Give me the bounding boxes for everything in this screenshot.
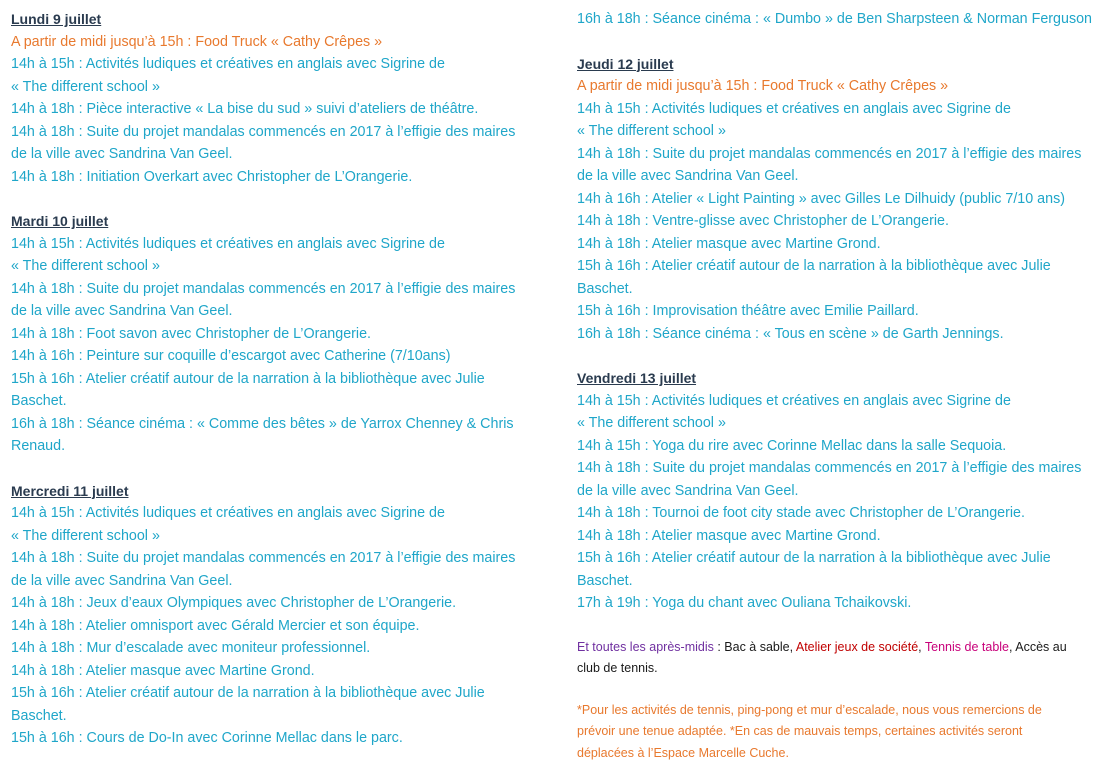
wednesday-continued bbox=[577, 8, 1102, 31]
footnote-line: *Pour les activités de tennis, ping-pong et mur d’escalade, nous vous remercions de bbox=[577, 702, 1042, 717]
day-thursday bbox=[577, 53, 1102, 346]
day-title: Jeudi 12 juillet bbox=[577, 55, 674, 72]
activity-line: 14h à 18h : Foot savon avec Christopher de L’Orangerie. bbox=[11, 325, 372, 342]
activity-line: de la ville avec Sandrina Van Geel. bbox=[577, 482, 799, 499]
activity-line: 17h à 19h : Yoga du chant avec Ouliana Tchaikovski. bbox=[577, 595, 912, 611]
activity-line: 16h à 18h : Séance cinéma : « Comme des bêtes » de Yarrox Chenney & Chris bbox=[11, 415, 514, 432]
activity-line: 14h à 18h : Suite du projet mandalas commencés en 2017 à l’effigie des maires bbox=[577, 460, 1082, 476]
afternoons-note bbox=[577, 637, 1102, 680]
food-truck-line: A partir de midi jusqu’à 15h : Food Truck « Cathy Crêpes » bbox=[11, 33, 383, 50]
afternoon-item-tennis-club: Accès au bbox=[1015, 639, 1067, 654]
day-title: Vendredi 13 juillet bbox=[577, 370, 697, 386]
activity-line: de la ville avec Sandrina Van Geel. bbox=[11, 303, 233, 319]
activity-line: « The different school » bbox=[11, 527, 160, 544]
day-title: Mardi 10 juillet bbox=[11, 213, 109, 229]
separator: , bbox=[1009, 639, 1016, 654]
footnote-line: prévoir une tenue adaptée. *En cas de mauvais temps, certaines activités seront bbox=[577, 724, 1023, 738]
separator: : bbox=[713, 639, 725, 654]
activity-line: 14h à 18h : Atelier masque avec Martine Grond. bbox=[11, 662, 315, 679]
activity-line: 14h à 18h : Jeux d’eaux Olympiques avec Christopher de L’Orangerie. bbox=[11, 595, 457, 611]
footnote-line: déplacées à l’Espace Marcelle Cuche. bbox=[577, 745, 789, 760]
activity-line: 14h à 18h : Suite du projet mandalas commencés en 2017 à l’effigie des maires bbox=[11, 550, 516, 566]
activity-line: 14h à 15h : Activités ludiques et créatives en anglais avec Sigrine de bbox=[577, 100, 1011, 117]
spacer bbox=[577, 680, 1102, 700]
activity-line: 14h à 18h : Suite du projet mandalas commencés en 2017 à l’effigie des maires bbox=[11, 280, 516, 297]
activity-line: de la ville avec Sandrina Van Geel. bbox=[577, 168, 799, 184]
activity-line: 15h à 16h : Atelier créatif autour de la narration à la bibliothèque avec Julie bbox=[11, 685, 485, 701]
activity-line: 15h à 16h : Improvisation théâtre avec Emilie Paillard. bbox=[577, 303, 919, 319]
afternoons-line-1 bbox=[577, 637, 1102, 659]
activity-line: 14h à 15h : Activités ludiques et créatives en anglais avec Sigrine de bbox=[11, 56, 445, 72]
activity-line: 16h à 18h : Séance cinéma : « Dumbo » de Ben Sharpsteen & Norman Ferguson bbox=[577, 11, 1093, 27]
afternoon-item-board-games: Atelier jeux de société bbox=[795, 639, 919, 654]
left-column bbox=[11, 8, 551, 772]
activity-line: 15h à 16h : Atelier créatif autour de la narration à la bibliothèque avec Julie bbox=[11, 370, 485, 387]
activity-line: Baschet. bbox=[577, 572, 633, 589]
activity-line: « The different school » bbox=[11, 78, 160, 95]
activity-line: de la ville avec Sandrina Van Geel. bbox=[11, 572, 233, 589]
activity-line: 14h à 15h : Activités ludiques et créatives en anglais avec Sigrine de bbox=[11, 235, 445, 252]
activity-line: 14h à 16h : Atelier « Light Painting » avec Gilles Le Dilhuidy (public 7/10 ans) bbox=[577, 190, 1065, 207]
activity-line: 14h à 18h : Initiation Overkart avec Christopher de L’Orangerie. bbox=[11, 168, 413, 185]
activity-line: 14h à 15h : Activités ludiques et créatives en anglais avec Sigrine de bbox=[577, 392, 1011, 409]
activity-line: 14h à 18h : Suite du projet mandalas commencés en 2017 à l’effigie des maires bbox=[11, 123, 516, 140]
activity-line: 14h à 15h : Activités ludiques et créatives en anglais avec Sigrine de bbox=[11, 505, 445, 521]
activity-line: Baschet. bbox=[11, 707, 67, 724]
separator: , bbox=[918, 639, 925, 654]
activity-line: 14h à 16h : Peinture sur coquille d’escargot avec Catherine (7/10ans) bbox=[11, 348, 451, 364]
activity-line: Renaud. bbox=[11, 438, 66, 454]
activity-line: « The different school » bbox=[577, 123, 726, 139]
right-column bbox=[577, 8, 1102, 764]
separator: , bbox=[789, 639, 796, 654]
activity-line: de la ville avec Sandrina Van Geel. bbox=[11, 146, 233, 162]
activity-line: Baschet. bbox=[11, 393, 67, 409]
activity-line: 14h à 18h : Atelier masque avec Martine Grond. bbox=[577, 235, 881, 252]
activity-line: 15h à 16h : Cours de Do-In avec Corinne Mellac dans le parc. bbox=[11, 730, 403, 746]
activity-line: 14h à 18h : Suite du projet mandalas commencés en 2017 à l’effigie des maires bbox=[577, 145, 1082, 162]
activity-line: Baschet. bbox=[577, 280, 633, 297]
activity-line: « The different school » bbox=[577, 415, 726, 431]
activity-line: « The different school » bbox=[11, 258, 160, 274]
activity-line: 14h à 18h : Pièce interactive « La bise du sud » suivi d’ateliers de théâtre. bbox=[11, 101, 479, 117]
afternoon-item-sandbox: Bac à sable bbox=[724, 639, 790, 654]
activity-line: 14h à 15h : Yoga du rire avec Corinne Mellac dans la salle Sequoia. bbox=[577, 437, 1007, 454]
activity-line: 16h à 18h : Séance cinéma : « Tous en scène » de Garth Jennings. bbox=[577, 325, 1004, 342]
activity-line: 14h à 18h : Mur d’escalade avec moniteur professionnel. bbox=[11, 640, 371, 656]
day-title: Mercredi 11 juillet bbox=[11, 482, 129, 499]
day-friday bbox=[577, 367, 1102, 615]
afternoon-item-table-tennis: Tennis de table bbox=[924, 639, 1009, 654]
activity-line: 14h à 18h : Tournoi de foot city stade avec Christopher de L’Orangerie. bbox=[577, 505, 1025, 521]
day-wednesday bbox=[11, 480, 551, 750]
activity-line: 14h à 18h : Atelier masque avec Martine Grond. bbox=[577, 527, 881, 544]
activity-line: 15h à 16h : Atelier créatif autour de la narration à la bibliothèque avec Julie bbox=[577, 258, 1051, 274]
day-monday bbox=[11, 8, 551, 188]
day-title: Lundi 9 juillet bbox=[11, 11, 102, 27]
activity-line: 14h à 18h : Ventre-glisse avec Christopher de L’Orangerie. bbox=[577, 213, 949, 229]
activity-line: 14h à 18h : Atelier omnisport avec Gérald Mercier et son équipe. bbox=[11, 617, 420, 634]
activity-line: 15h à 16h : Atelier créatif autour de la narration à la bibliothèque avec Julie bbox=[577, 550, 1051, 566]
day-tuesday bbox=[11, 210, 551, 458]
footnote bbox=[577, 700, 1102, 765]
afternoons-line-2: club de tennis. bbox=[577, 661, 658, 675]
food-truck-line: A partir de midi jusqu’à 15h : Food Truck « Cathy Crêpes » bbox=[577, 78, 949, 94]
afternoons-intro: Et toutes les après-midis bbox=[577, 639, 714, 654]
